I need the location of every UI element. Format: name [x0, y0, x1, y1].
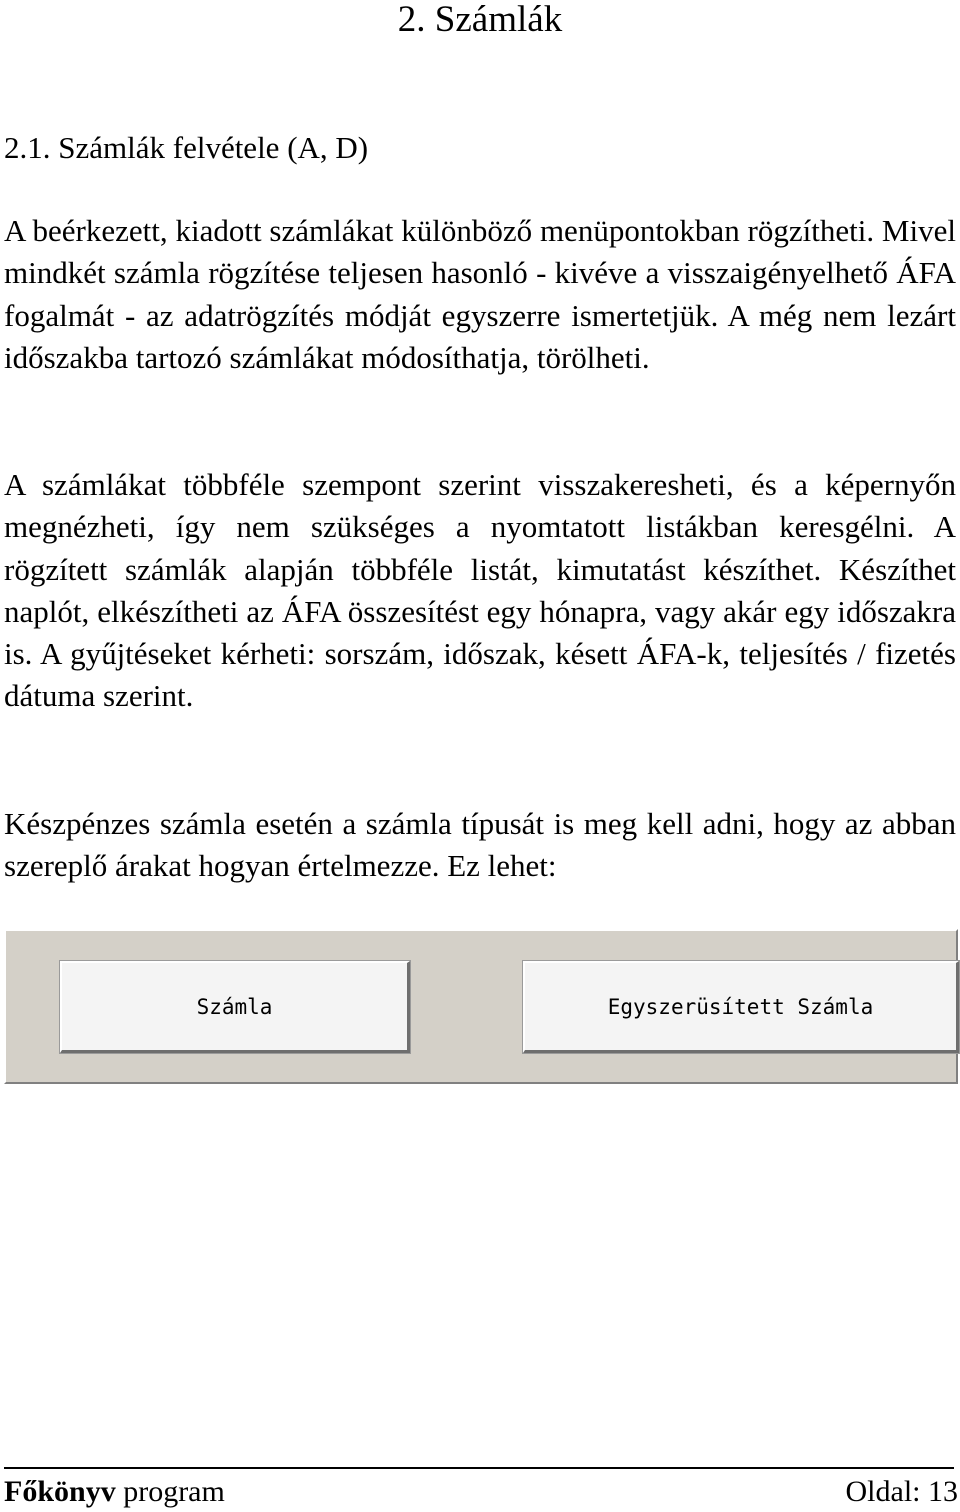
paragraph-intro: A beérkezett, kiadott számlákat különböző menüpontokban rögzítheti. Mivel mindkét számla rögzítése teljesen hasonló - kivéve a visszaigényelhető ÁFA fogalmát - az adatrögzítés módját egyszerre ismertetjük. A még nem lezárt időszakba tartozó számlákat módosíthatja, törölheti.	[4, 213, 956, 375]
footer-program-rest: program	[115, 1475, 225, 1508]
section-heading: 2.1. Számlák felvétele (A, D)	[4, 130, 369, 165]
invoice-type-dialog	[4, 929, 958, 1084]
footer-divider	[4, 1467, 954, 1469]
simplified-invoice-button[interactable]: Egyszerüsített Számla	[523, 961, 959, 1053]
invoice-button[interactable]: Számla	[60, 961, 410, 1053]
paragraph-cash-invoice: Készpénzes számla esetén a számla típusát is meg kell adni, hogy az abban szereplő árakat hogyan értelmezze. Ez lehet:	[4, 806, 956, 884]
footer-page-number: Oldal: 13	[845, 1475, 958, 1508]
footer-program-bold: Főkönyv	[4, 1475, 116, 1508]
paragraph-search: A számlákat többféle szempont szerint visszakeresheti, és a képernyőn megnézheti, így nem szükséges a nyomtatott listákban keresgélni. A rögzített számlák alapján többféle listát, kimutatást készíthet. Készíthet naplót, elkészítheti az ÁFA összesítést egy hónapra, vagy akár egy időszakra is. A gyűjtéseket kérheti: sorszám, időszak, késett ÁFA-k, teljesítés / fizetés dátuma szerint.	[4, 467, 956, 714]
page-title: 2. Számlák	[397, 0, 563, 40]
footer-program-name	[4, 1474, 225, 1510]
